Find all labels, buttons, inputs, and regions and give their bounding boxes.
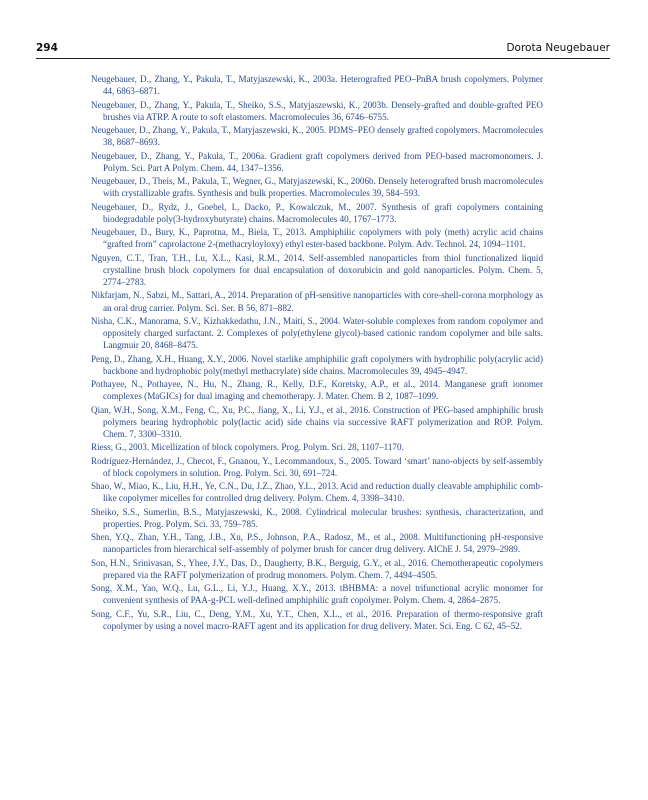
reference-item: Neugebauer, D., Zhang, Y., Pakula, T., Sheiko, S.S., Matyjaszewski, K., 2003b. Densely-grafted and double-grafted PEO brushes via ATRP. A route to soft elastomers. Macromolecules 36, 6746–6755.	[91, 99, 543, 122]
reference-item: Neugebauer, D., Rydz, J., Goebel, I., Dacko, P., Kowalczuk, M., 2007. Synthesis of graft copolymers containing biodegradable poly(3-hydroxybutyrate) chains. Macromolecules 40, 1767–1773.	[91, 201, 543, 224]
reference-item: Neugebauer, D., Zhang, Y., Pakula, T., 2006a. Gradient graft copolymers derived from PEO-based macromonomers. J. Polym. Sci. Part A Polym. Chem. 44, 1347–1356.	[91, 150, 543, 173]
page-number: 294	[36, 42, 58, 54]
reference-item: Pothayee, N., Pothayee, N., Hu, N., Zhang, R., Kelly, D.F., Koretsky, A.P., et al., 2014. Manganese graft ionomer complexes (MaGICs) for dual imaging and chemotherapy. J. Mater. Chem. B 2, 1087–1099.	[91, 379, 543, 402]
reference-item: Son, H.N., Srinivasan, S., Yhee, J.Y., Das, D., Daugherty, B.K., Berguig, G.Y., et al., 2016. Chemotherapeutic copolymers prepared via the RAFT polymerization of prodrug monomers. Polym. Chem. 7, 4494–4505.	[91, 557, 543, 580]
reference-item: Song, C.F., Yu, S.R., Liu, C., Deng, Y.M., Xu, Y.T., Chen, X.L., et al., 2016. Preparation of thermo-responsive graft copolymer by using a novel macro-RAFT agent and its application for drug delivery. Mater. Sci. Eng. C 62, 45–52.	[91, 608, 543, 631]
reference-item: Peng, D., Zhang, X.H., Huang, X.Y., 2006. Novel starlike amphiphilic graft copolymers with hydrophilic poly(acrylic acid) backbone and hydrophobic poly(methyl methacrylate) side chains. Macromolecules 39, 4945–4947.	[91, 353, 543, 376]
reference-item: Riess, G., 2003. Micellization of block copolymers. Prog. Polym. Sci. 28, 1107–1170.	[91, 442, 404, 453]
reference-item: Qian, W.H., Song, X.M., Feng, C., Xu, P.C., Jiang, X., Li, Y.J., et al., 2016. Construction of PEG-based amphiphilic brush polymers bearing hydrophobic poly(lactic acid) side chains via successive RAFT polymerization and ROP. Polym. Chem. 7, 3300–3310.	[91, 404, 543, 439]
reference-item: Sheiko, S.S., Sumerlin, B.S., Matyjaszewski, K., 2008. Cylindrical molecular brushes: synthesis, characterization, and properties. Prog. Polym. Sci. 33, 759–785.	[91, 506, 543, 529]
reference-item: Neugebauer, D., Bury, K., Paprotna, M., Biela, T., 2013. Amphiphilic copolymers with poly (meth) acrylic acid chains “grafted from” caprolactone 2-(methacryloyloxy) ethyl ester-based backbone. Polym. Adv. Technol. 24, 1094–1101.	[91, 227, 543, 250]
reference-item: Shao, W., Miao, K., Liu, H.H., Ye, C.N., Du, J.Z., Zhao, Y.L., 2013. Acid and reduction dually cleavable amphiphilic comb-like copolymer micelles for controlled drug delivery. Polym. Chem. 4, 3398–3410.	[91, 481, 543, 504]
header-rule	[36, 58, 610, 59]
reference-item: Neugebauer, D., Zhang, Y., Pakula, T., Matyjaszewski, K., 2003a. Heterografted PEO–PnBA brush copolymers. Polymer 44, 6863–6871.	[91, 74, 543, 97]
running-head-author: Dorota Neugebauer	[506, 42, 610, 54]
reference-item: Nisha, C.K., Manorama, S.V., Kizhakkedathu, J.N., Maiti, S., 2004. Water-soluble complexes from random copolymer and oppositely charged surfactant. 2. Complexes of poly(ethylene glycol)-based cationic random copolymer and bile salts. Langmuir 20, 8468–8475.	[91, 315, 543, 351]
reference-item: Song, X.M., Yao, W.Q., Lu, G.L., Li, Y.J., Huang, X.Y., 2013. tBHBMA: a novel trifunctional acrylic monomer for convenient synthesis of PAA-g-PCL well-defined amphiphilic graft copolymer. Polym. Chem. 4, 2864–2875.	[91, 583, 543, 606]
reference-item: Neugebauer, D., Zhang, Y., Pakula, T., Matyjaszewski, K., 2005. PDMS–PEO densely grafted copolymers. Macromolecules 38, 8687–8693.	[91, 125, 543, 148]
reference-item: Rodríguez-Hernández, J., Checot, F., Gnanou, Y., Lecommandoux, S., 2005. Toward ‘smart’ nano-objects by self-assembly of block copolymers in solution. Prog. Polym. Sci. 30, 691–724.	[91, 455, 543, 478]
reference-item: Neugebauer, D., Theis, M., Pakula, T., Wegner, G., Matyjaszewski, K., 2006b. Densely heterografted brush macromolecules with crystallizable grafts. Synthesis and bulk properties. Macromolecules 39, 584–593.	[91, 176, 543, 199]
reference-item: Nikfarjam, N., Sabzi, M., Sattari, A., 2014. Preparation of pH-sensitive nanoparticles with core-shell-corona morphology as an oral drug carrier. Polym. Sci. Ser. B 56, 871–882.	[91, 290, 543, 313]
reference-list	[91, 73, 543, 633]
reference-item: Nguyen, C.T., Tran, T.H., Lu, X.L., Kasi, R.M., 2014. Self-assembled nanoparticles from thiol functionalized liquid crystalline brush block copolymers for dual encapsulation of doxorubicin and gold nanoparticles. Polym. Chem. 5, 2774–2783.	[91, 252, 543, 287]
page-header	[36, 42, 610, 58]
reference-item: Shen, Y.Q., Zhan, Y.H., Tang, J.B., Xu, P.S., Johnson, P.A., Radosz, M., et al., 2008. Multifunctioning pH-responsive nanoparticles from hierarchical self-assembly of polymer brush for cancer drug delivery. AIChE J. 54, 2979–2989.	[91, 532, 543, 555]
